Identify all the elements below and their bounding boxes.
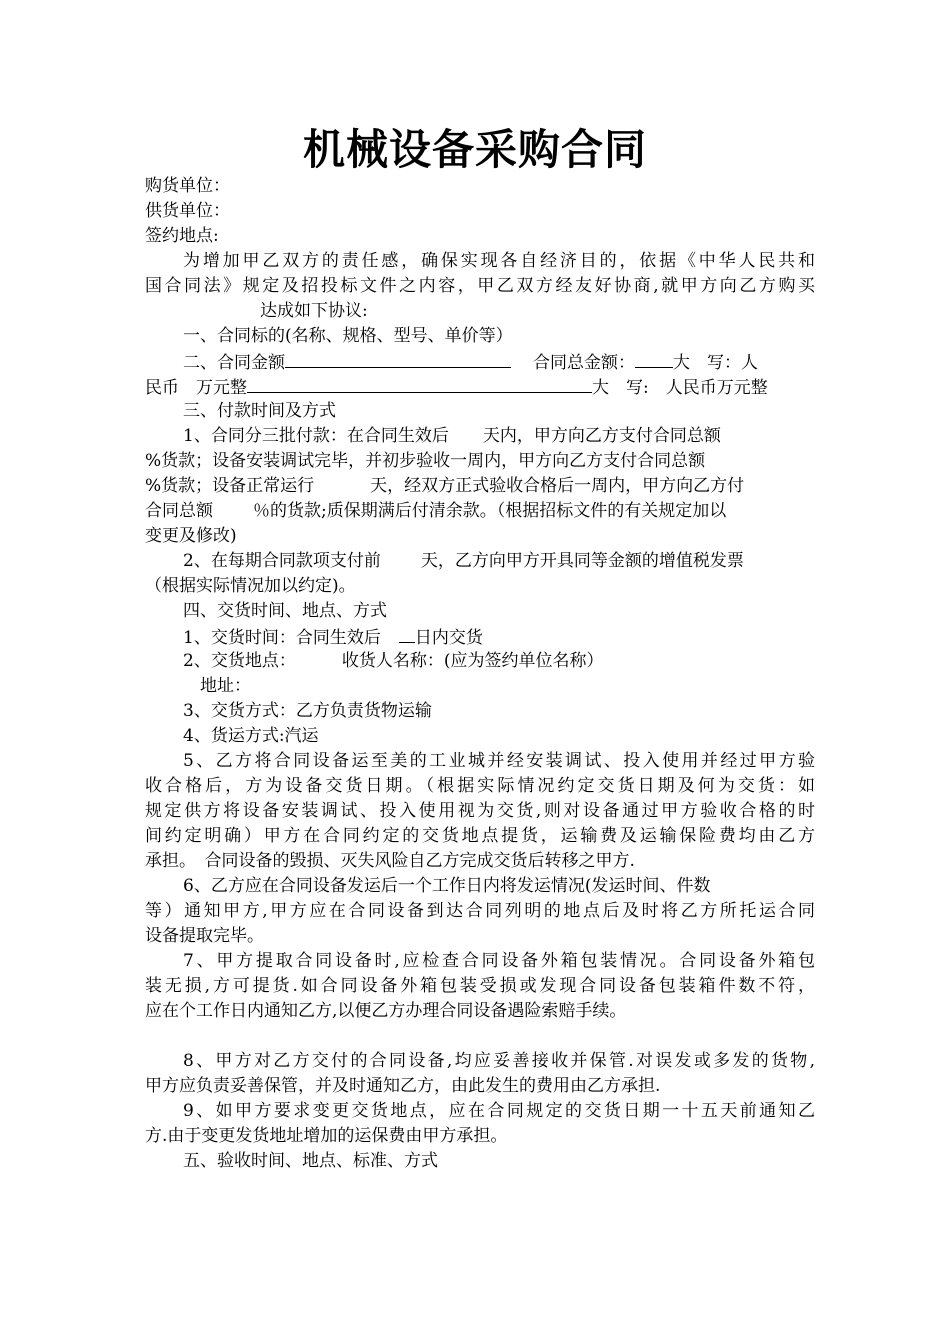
section-1-heading: 一、合同标的(名称、规格、型号、单价等）	[183, 326, 513, 346]
clause-7-line-3: 应在个工作日内通知乙方,以便乙方办理合同设备遇险索赔手续。	[145, 1001, 627, 1021]
buyer-label: 购货单位：	[145, 176, 230, 196]
address-line: 地址：	[200, 676, 251, 696]
clause-5-line-3: 规定供方将设备安装调试、投入使用视为交货,则对设备通过甲方验收合格的时	[145, 801, 815, 821]
payment-text-2a: 2、在每期合同款项支付前	[183, 551, 381, 571]
delivery-time-line	[183, 624, 815, 650]
payment-line-7: （根据实际情况加以约定)。	[145, 576, 356, 596]
supplier-label: 供货单位：	[145, 201, 230, 221]
section-2-line-2	[145, 374, 815, 400]
signing-place-label: 签约地点:	[145, 226, 219, 246]
section-4-heading: 四、交货时间、地点、方式	[183, 601, 387, 621]
capital-label-1: 大 写：人	[673, 353, 758, 373]
payment-line-2: %货款；设备安装调试完毕，并初步验收一周内，甲方向乙方支付合同总额	[145, 451, 706, 471]
clause-6-line-2: 等）通知甲方,甲方应在合同设备到达合同列明的地点后及时将乙方所托运合同	[145, 901, 815, 921]
clause-5-line-4: 间约定明确）甲方在合同约定的交货地点提货，运输费及运输保险费均由乙方	[145, 826, 815, 846]
payment-text-g: ％的货款;质保期满后付清余款。（根据招标文件的有关规定加以	[253, 501, 727, 521]
clause-5-line-5: 承担。 合同设备的毁损、灭失风险自乙方完成交货后转移之甲方.	[145, 851, 635, 871]
consignee-text: 收货人名称：(应为签约单位名称）	[341, 651, 604, 671]
clause-9-line-1: 9、如甲方要求变更交货地点，应在合同规定的交货日期一十五天前通知乙	[183, 1101, 815, 1121]
delivery-place-text: 2、交货地点：	[183, 651, 296, 671]
clause-9-line-2: 方.由于变更发货地址增加的运保费由甲方承担。	[145, 1126, 508, 1146]
clause-5-line-2: 收合格后，方为设备交货日期。（根据实际情况约定交货日期及何为交货：如	[145, 776, 815, 796]
payment-line-5: 变更及修改)	[145, 526, 237, 546]
clause-6-line-1: 6、乙方应在合同设备发运后一个工作日内将发运情况(发运时间、件数	[183, 876, 711, 896]
delivery-method-line: 3、交货方式：乙方负责货物运输	[183, 701, 432, 721]
delivery-days-blank	[399, 624, 415, 643]
clause-7-line-2: 装无损,方可提货.如合同设备外箱包装受损或发现合同设备包装箱件数不符，	[145, 976, 815, 996]
intro-line-3: 达成如下协议:	[260, 301, 368, 321]
rmb-wan-label: 民币 万元整	[145, 378, 247, 398]
total-amount-label: 合同总金额：	[533, 353, 635, 373]
payment-line-3	[145, 474, 815, 498]
shipping-method-line: 4、货运方式:汽运	[183, 726, 319, 746]
delivery-time-text: 1、交货时间：合同生效后	[183, 628, 381, 648]
section-3-heading: 三、付款时间及方式	[183, 401, 336, 421]
payment-text-2b: 天，乙方向甲方开具同等金额的增值税发票	[420, 551, 744, 571]
payment-line-4	[145, 499, 815, 523]
delivery-days-text: 日内交货	[414, 628, 483, 648]
clause-6-line-3: 设备提取完毕。	[145, 926, 264, 946]
contract-amount-blank	[285, 349, 511, 368]
document-title: 机械设备采购合同	[302, 125, 647, 174]
payment-text-e: 天，经双方正式验收合格后一周内，甲方向乙方付	[370, 476, 745, 496]
payment-line-6	[183, 549, 815, 573]
clause-7-line-1: 7、甲方提取合同设备时,应检查合同设备外箱包装情况。合同设备外箱包	[183, 951, 815, 971]
payment-text-f: 合同总额	[145, 501, 213, 521]
intro-line-1: 为增加甲乙双方的责任感，确保实现各自经济目的，依据《中华人民共和	[183, 251, 815, 271]
clause-8-line-1: 8、甲方对乙方交付的合同设备,均应妥善接收并保管.对误发或多发的货物,	[183, 1051, 815, 1071]
capital-label-2: 大 写: 人民币万元整	[592, 378, 768, 398]
payment-text-b: 天内，甲方向乙方支付合同总额	[482, 426, 721, 446]
section-5-heading: 五、验收时间、地点、标准、方式	[183, 1151, 438, 1171]
contract-amount-label: 二、合同金额	[183, 353, 285, 373]
payment-line-1	[183, 424, 815, 448]
intro-line-2: 国合同法》规定及招投标文件之内容，甲乙双方经友好协商,就甲方向乙方购买	[145, 276, 815, 296]
clause-8-line-2: 甲方应负责妥善保管，并及时通知乙方，由此发生的费用由乙方承担.	[145, 1076, 661, 1096]
payment-text-a: 1、合同分三批付款：在合同生效后	[183, 426, 449, 446]
delivery-place-line	[183, 649, 815, 673]
section-2-line-1	[183, 349, 815, 375]
amount-blank-2	[247, 374, 592, 393]
clause-5-line-1: 5、乙方将合同设备运至美的工业城并经安装调试、投入使用并经过甲方验	[183, 751, 815, 771]
total-amount-blank	[635, 349, 673, 368]
payment-text-d: %货款；设备正常运行	[145, 476, 315, 496]
